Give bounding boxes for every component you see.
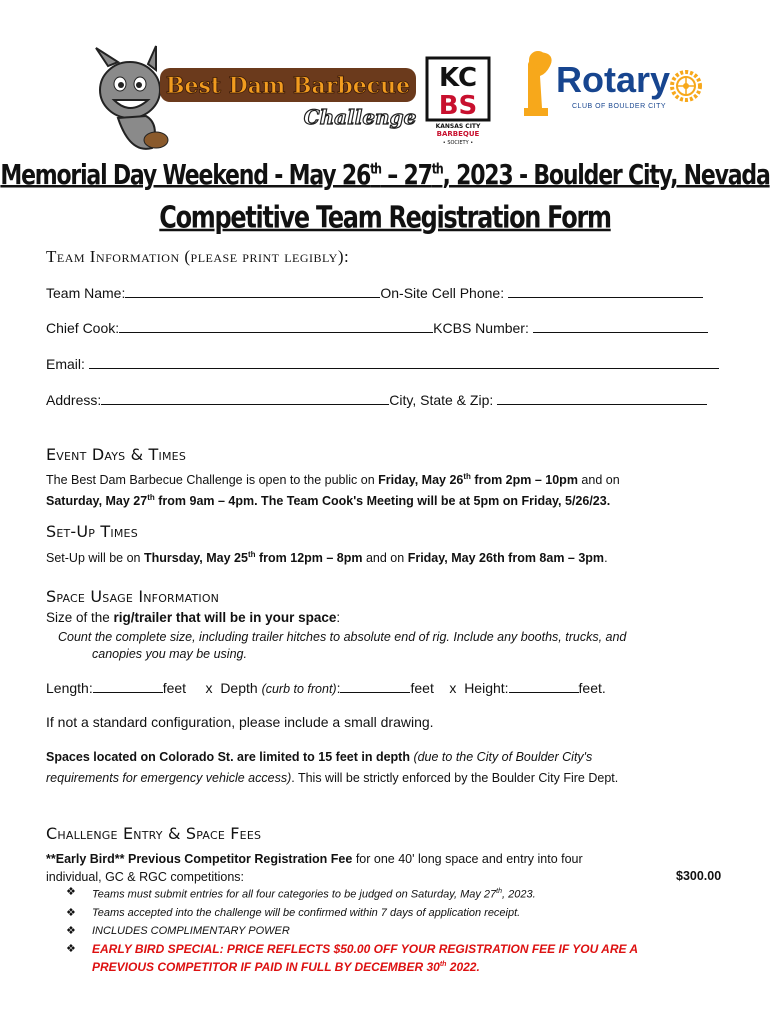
chief-cook-row: Chief Cook: KCBS Number: [46, 318, 708, 336]
rotary-sub-text: CLUB OF BOULDER CITY [572, 103, 667, 110]
length-field[interactable] [93, 678, 163, 693]
rotary-word-text: Rotary [556, 59, 671, 100]
colorado-note: Spaces located on Colorado St. are limited to 15 feet in depth (due to the City of Boulder City's requirements for emergency vehicle access). This will be strictly enforced by the Boulder City Fire Dept. [46, 750, 619, 785]
kcbs-caption-3: • SOCIETY • [442, 140, 474, 146]
kcbs-logo [424, 56, 492, 148]
address-field[interactable] [101, 390, 389, 405]
mascot-icon [96, 46, 168, 149]
early-bird-text: **Early Bird** Previous Competitor Registration Fee for one 40' long space and entry into four individual, GC & RGC competitions: [46, 852, 583, 884]
height-field[interactable] [509, 678, 579, 693]
diamond-bullet-icon: ❖ [66, 924, 76, 937]
city-state-zip-field[interactable] [497, 390, 707, 405]
address-row: Address: City, State & Zip: [46, 390, 707, 408]
fees-heading: Challenge Entry & Space Fees [46, 824, 262, 843]
event-title: Memorial Day Weekend - May 26th – 27th, 2023 - Boulder City, Nevada [0, 160, 770, 192]
space-heading: Space Usage Information [46, 587, 220, 606]
cell-phone-field[interactable] [508, 283, 703, 298]
list-item: ❖ EARLY BIRD SPECIAL: PRICE REFLECTS $50.00 OFF YOUR REGISTRATION FEE IF YOU ARE A PREVIOUS COMPETITOR IF PAID IN FULL BY DECEMBER 30th 2022. [66, 941, 639, 974]
rotary-logo [524, 46, 704, 118]
drawing-note: If not a standard configuration, please include a small drawing. [46, 714, 434, 730]
diamond-bullet-icon: ❖ [66, 942, 76, 955]
list-item: ❖ Teams must submit entries for all four categories to be judged on Saturday, May 27th, 2023. [66, 886, 536, 901]
ram-icon [524, 52, 552, 116]
kcbs-number-field[interactable] [533, 318, 708, 333]
early-bird-price: $300.00 [676, 869, 722, 883]
rig-size-label: Size of the rig/trailer that will be in your space: [46, 610, 341, 625]
list-item: ❖ INCLUDES COMPLIMENTARY POWER [66, 924, 290, 937]
kcbs-bottom-text: BS [438, 91, 478, 121]
bdb-title-text: Best Dam Barbecue [165, 73, 411, 99]
rotary-wheel-icon [672, 72, 700, 100]
kcbs-top-text: KC [438, 63, 478, 93]
setup-text: Set-Up will be on Thursday, May 25th from 12pm – 8pm and on Friday, May 26th from 8am – 3pm. [46, 550, 608, 566]
diamond-bullet-icon: ❖ [66, 886, 76, 898]
bdb-challenge-text: Challenge [303, 105, 417, 129]
team-info-heading: Team Information (please print legibly): [46, 247, 350, 266]
team-name-row: Team Name: On-Site Cell Phone: [46, 283, 703, 301]
diamond-bullet-icon: ❖ [66, 906, 76, 919]
team-name-field[interactable] [125, 283, 380, 298]
list-item: ❖ Teams accepted into the challenge will be confirmed within 7 days of application receipt. [66, 906, 521, 919]
event-days-text: The Best Dam Barbecue Challenge is open to the public on Friday, May 26th from 2pm – 10pm and on Saturday, May 27th from 9am – 4pm. The Team Cook's Meeting will be at 5pm on Friday, 5/26/23. [46, 472, 620, 509]
kcbs-caption-1: KANSAS CITY [435, 123, 481, 130]
form-title: Competitive Team Registration Form [159, 200, 611, 235]
depth-field[interactable] [340, 678, 410, 693]
dimensions-row: Length: feet x Depth (curb to front): feet x Height: feet. [46, 680, 606, 696]
fee-bullets [66, 884, 746, 975]
email-row: Email: [46, 354, 719, 372]
event-days-heading: Event Days & Times [46, 445, 187, 464]
email-field[interactable] [89, 354, 719, 369]
setup-heading: Set-Up Times [46, 522, 138, 541]
kcbs-caption-2: BARBEQUE [436, 130, 480, 138]
best-dam-barbecue-logo [90, 44, 420, 154]
chief-cook-field[interactable] [119, 318, 433, 333]
count-instructions: Count the complete size, including trailer hitches to absolute end of rig. Include any booths, trucks, and canopies you may be using. [58, 630, 627, 661]
